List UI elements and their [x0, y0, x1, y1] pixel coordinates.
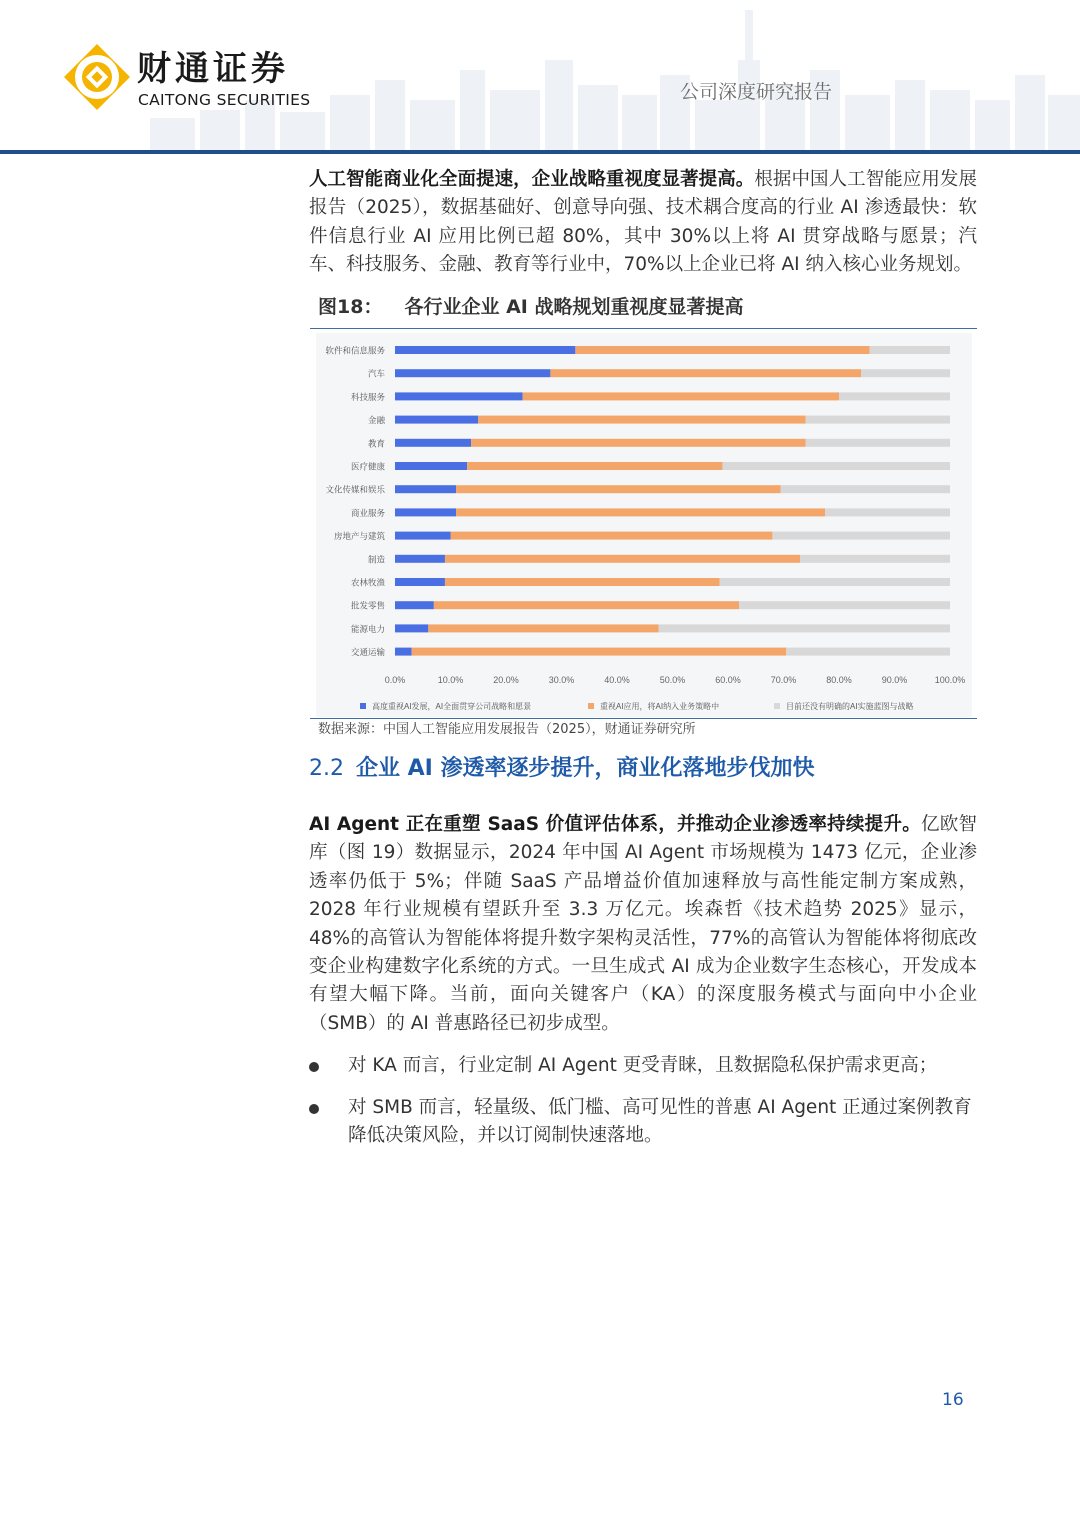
x-tick-label: 70.0%: [770, 674, 797, 685]
category-label: 批发零售: [350, 600, 385, 611]
legend-swatch: [360, 703, 366, 709]
bullet-dot-icon: [309, 1062, 319, 1072]
bar-segment-series-1: [395, 648, 412, 656]
bar-segment-series-1: [395, 624, 428, 632]
category-label: 商业服务: [350, 507, 385, 518]
figure-source: 数据来源：中国人工智能应用发展报告（2025），财通证券研究所: [318, 722, 696, 737]
paragraph-ai-agent: [309, 811, 977, 1038]
bar-segment-series-1: [395, 346, 575, 354]
category-label: 金融: [367, 415, 385, 426]
category-label: 能源电力: [350, 623, 385, 634]
bar-segment-series-2: [434, 601, 739, 609]
bullet-text: 对 SMB 而言，轻量级、低门槛、高可见性的普惠 AI Agent 正通过案例教育降低决策风险，并以订阅制快速落地。: [348, 1097, 972, 1147]
bar-segment-series-3: [739, 601, 950, 609]
bar-segment-series-1: [395, 462, 467, 470]
section-number: 2.2: [309, 756, 344, 781]
x-tick-label: 0.0%: [384, 674, 406, 685]
category-label: 房地产与建筑: [333, 531, 385, 542]
bar-segment-series-3: [722, 462, 950, 470]
category-label: 制造: [367, 554, 385, 565]
bullet-item: [309, 1052, 977, 1080]
x-tick-label: 30.0%: [548, 674, 575, 685]
figure-rule-bottom: [310, 718, 977, 719]
bar-segment-series-3: [659, 624, 950, 632]
report-type: 公司深度研究报告: [680, 81, 833, 103]
bar-segment-series-3: [839, 392, 950, 400]
x-tick-label: 80.0%: [826, 674, 852, 685]
section-heading: [309, 754, 815, 784]
bar-segment-series-3: [772, 532, 950, 540]
bar-segment-series-1: [395, 485, 456, 493]
bar-segment-series-3: [870, 346, 950, 354]
paragraph-lead: AI Agent 正在重塑 SaaS 价值评估体系，并推动企业渗透率持续提升。: [309, 814, 921, 835]
bar-segment-series-2: [550, 369, 861, 377]
legend-label: 高度重视AI发展，AI全面贯穿公司战略和愿景: [372, 702, 532, 711]
chart-container: [316, 333, 972, 717]
brand-name-en: CAITONG SECURITIES: [138, 91, 311, 109]
x-tick-label: 50.0%: [659, 674, 686, 685]
figure-number: 图18：: [318, 296, 383, 318]
bar-segment-series-2: [445, 555, 800, 563]
figure-caption: 各行业企业 AI 战略规划重视度显著提高: [404, 296, 744, 318]
bar-segment-series-1: [395, 416, 478, 424]
bar-segment-series-3: [806, 416, 950, 424]
stacked-bar-chart: [316, 333, 972, 717]
category-label: 汽车: [367, 368, 385, 379]
category-label: 教育: [367, 438, 385, 449]
paragraph-body: 亿欧智库（图 19）数据显示，2024 年中国 AI Agent 市场规模为 1473 亿元，企业渗透率仍低于 5%；伴随 SaaS 产品增益价值加速释放与高性能定制方案成熟，2028 年行业规模有望跃升至 3.3 万亿元。埃森哲《技术趋势 2025》显示，48%的高管认为智能体将提升数字架构灵活性，77%的高管认为智能体将彻底改变企业构建数字化系统的方式。一旦生成式 AI 成为企业数字生态核心，开发成本有望大幅下降。当前，面向关键客户（KA）的深度服务模式与面向中小企业（SMB）的 AI 普惠路径已初步成型。: [309, 814, 977, 1034]
bar-segment-series-1: [395, 555, 445, 563]
figure-title: [318, 294, 743, 320]
bar-segment-series-3: [781, 485, 950, 493]
bar-segment-series-3: [720, 578, 950, 586]
bullet-item: [309, 1094, 977, 1151]
bar-segment-series-3: [861, 369, 950, 377]
bar-segment-series-1: [395, 601, 434, 609]
legend-swatch: [774, 703, 780, 709]
legend-swatch: [588, 703, 594, 709]
bar-segment-series-1: [395, 369, 550, 377]
section-title: 企业 AI 渗透率逐步提升，商业化落地步伐加快: [356, 756, 815, 781]
bar-segment-series-3: [786, 648, 950, 656]
bar-segment-series-2: [445, 578, 720, 586]
x-tick-label: 90.0%: [881, 674, 908, 685]
paragraph-ai-commercialization: [309, 166, 977, 280]
bullet-text: 对 KA 而言，行业定制 AI Agent 更受青睐，且数据隐私保护需求更高；: [348, 1055, 938, 1076]
figure-rule-top: [310, 328, 977, 329]
bar-segment-series-1: [395, 508, 456, 516]
legend-label: 重视AI应用，将AI纳入业务策略中: [600, 702, 720, 711]
bar-segment-series-3: [825, 508, 950, 516]
bar-segment-series-1: [395, 532, 451, 540]
header-rule: [0, 150, 1080, 154]
category-label: 农林牧渔: [350, 577, 385, 588]
bar-segment-series-3: [806, 439, 950, 447]
caitong-logo-icon: [62, 42, 132, 112]
page-number: 16: [942, 1390, 964, 1410]
bar-segment-series-1: [395, 392, 523, 400]
x-tick-label: 20.0%: [493, 674, 519, 685]
paragraph-body: 根据中国人工智能应用发展报告（2025），数据基础好、创意导向强、技术耦合度高的行业 AI 渗透最快：软件信息行业 AI 应用比例已超 80%，其中 30%以上将 AI 贯穿战略与愿景；汽车、科技服务、金融、教育等行业中，70%以上企业已将 AI 纳入核心业务规划。: [309, 169, 977, 276]
legend-label: 目前还没有明确的AI实施蓝图与战略: [786, 702, 914, 711]
x-tick-label: 100.0%: [934, 674, 966, 685]
bar-segment-series-3: [800, 555, 950, 563]
category-label: 交通运输: [350, 647, 385, 658]
bar-segment-series-2: [412, 648, 787, 656]
bar-segment-series-2: [523, 392, 839, 400]
bar-segment-series-2: [478, 416, 805, 424]
bar-segment-series-2: [467, 462, 722, 470]
bullet-dot-icon: [309, 1104, 319, 1114]
category-label: 医疗健康: [350, 461, 385, 472]
category-label: 文化传媒和娱乐: [325, 484, 385, 495]
category-label: 科技服务: [350, 391, 385, 402]
x-tick-label: 60.0%: [715, 674, 741, 685]
x-tick-label: 10.0%: [437, 674, 464, 685]
bar-segment-series-2: [456, 508, 825, 516]
bar-segment-series-2: [428, 624, 658, 632]
category-label: 软件和信息服务: [325, 345, 385, 356]
brand-name-cn: 财通证券: [137, 49, 289, 89]
page-header: [0, 0, 1080, 156]
bar-segment-series-2: [451, 532, 773, 540]
bar-segment-series-2: [471, 439, 806, 447]
paragraph-lead: 人工智能商业化全面提速，企业战略重视度显著提高。: [309, 169, 755, 190]
x-tick-label: 40.0%: [604, 674, 630, 685]
bar-segment-series-2: [456, 485, 781, 493]
bar-segment-series-2: [575, 346, 869, 354]
bar-segment-series-1: [395, 578, 445, 586]
bar-segment-series-1: [395, 439, 471, 447]
